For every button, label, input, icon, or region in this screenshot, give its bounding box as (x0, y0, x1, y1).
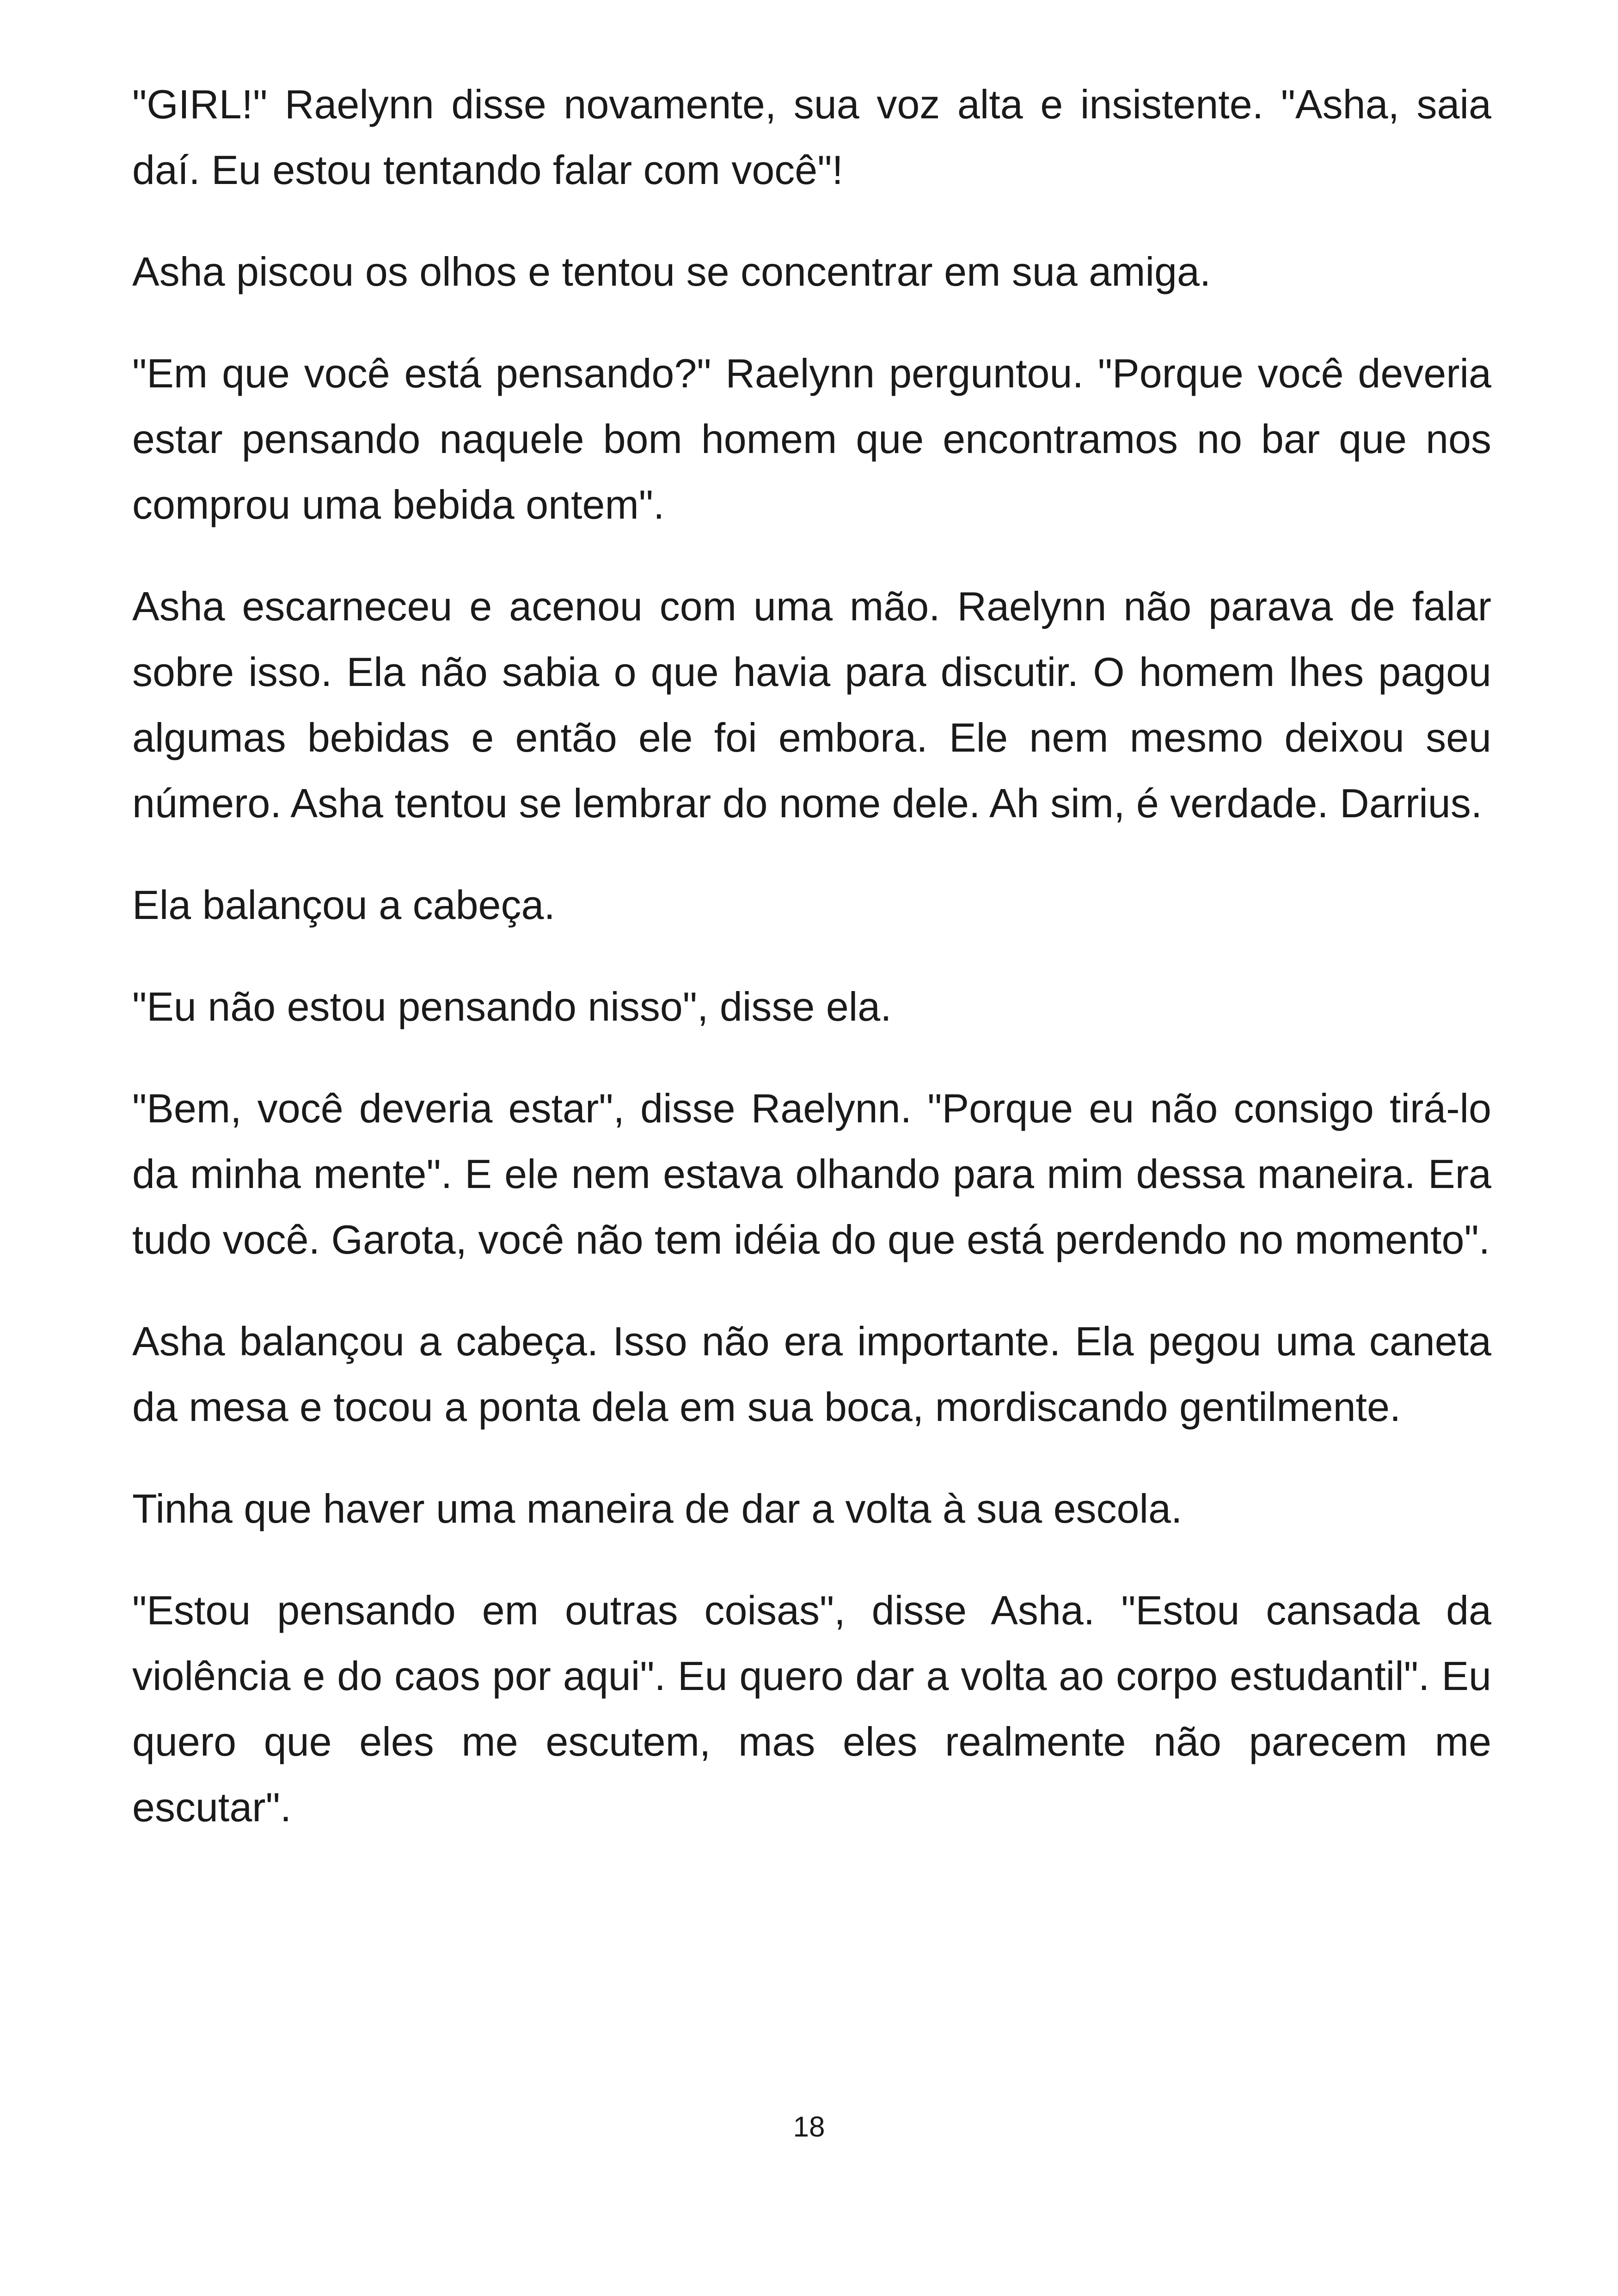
paragraph-10: "Estou pensando em outras coisas", disse Asha. "Estou cansada da violência e do caos por aqui". Eu quero dar a volta ao corpo estudantil". Eu quero que eles me escutem, mas eles realmente não parecem me escutar". (132, 1587, 1491, 1830)
paragraph-2: Asha piscou os olhos e tentou se concentrar em sua amiga. (132, 249, 1211, 294)
paragraph-5: Ela balançou a cabeça. (132, 882, 555, 928)
paragraph-6: "Eu não estou pensando nisso", disse ela. (132, 984, 892, 1029)
paragraph-9: Tinha que haver uma maneira de dar a volta à sua escola. (132, 1486, 1183, 1531)
paragraph-4: Asha escarneceu e acenou com uma mão. Raelynn não parava de falar sobre isso. Ela não sabia o que havia para discutir. O homem lhes pagou algumas bebidas e então ele foi embora. Ele nem mesmo deixou seu número. Asha tentou se lembrar do nome dele. Ah sim, é verdade. Darrius. (132, 583, 1491, 826)
page-number: 18 (793, 2111, 825, 2143)
paragraph-3: "Em que você está pensando?" Raelynn perguntou. "Porque você deveria estar pensando naquele bom homem que encontramos no bar que nos comprou uma bebida ontem". (132, 350, 1491, 527)
text-body (132, 72, 1491, 1876)
paragraph-8: Asha balançou a cabeça. Isso não era importante. Ela pegou uma caneta da mesa e tocou a ponta dela em sua boca, mordiscando gentilmente. (132, 1318, 1491, 1430)
paragraph-1: "GIRL!" Raelynn disse novamente, sua voz alta e insistente. "Asha, saia daí. Eu estou tentando falar com você"! (132, 81, 1491, 193)
paragraph-7: "Bem, você deveria estar", disse Raelynn. "Porque eu não consigo tirá-lo da minha mente". E ele nem estava olhando para mim dessa maneira. Era tudo você. Garota, você não tem idéia do que está perdendo no momento". (132, 1085, 1491, 1262)
